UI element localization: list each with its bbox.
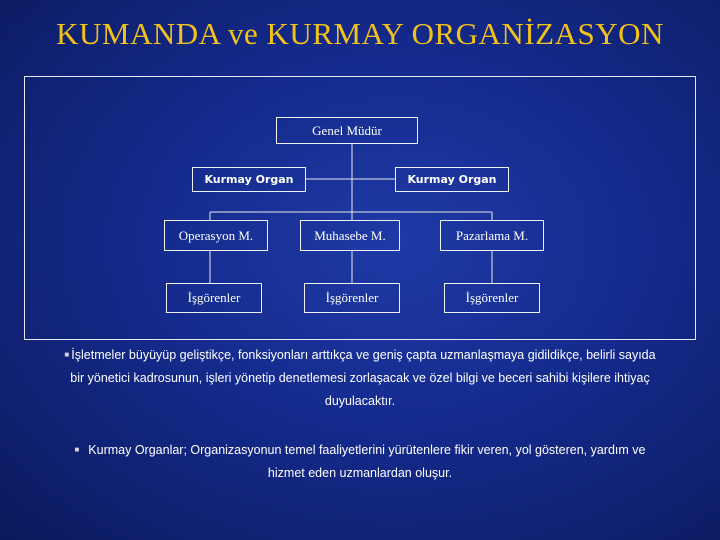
bullet-paragraph-2-line2: hizmet eden uzmanlardan oluşur. <box>267 466 453 480</box>
department-box-pazarlama: Pazarlama M. <box>440 220 544 251</box>
root-box-genel-mudur: Genel Müdür <box>276 117 418 144</box>
square-bullet-icon: ■ <box>64 350 70 359</box>
slide-title: KUMANDA ve KURMAY ORGANİZASYON <box>56 16 664 51</box>
staff-box-left: Kurmay Organ <box>192 167 306 192</box>
bullet-paragraph-1-line2: bir yönetici kadrosunun, işleri yönetip denetlemesi zorlaşacak ve özel bilgi ve beceri sahibi kişilere ihtiyaç <box>70 371 650 385</box>
bullet-paragraph-1-line3: duyulacaktır. <box>324 394 396 408</box>
department-box-muhasebe: Muhasebe M. <box>300 220 400 251</box>
bullet-paragraph-2 <box>10 438 710 485</box>
worker-box-2: İşgörenler <box>304 283 400 313</box>
bullet-paragraph-2-line1: ■ Kurmay Organlar; Organizasyonun temel faaliyetlerini yürütenlere fikir veren, yol gösteren, yardım ve <box>74 443 646 457</box>
square-bullet-icon: ■ <box>74 445 80 454</box>
department-box-operasyon: Operasyon M. <box>164 220 268 251</box>
worker-box-3: İşgörenler <box>444 283 540 313</box>
staff-box-right: Kurmay Organ <box>395 167 509 192</box>
worker-box-1: İşgörenler <box>166 283 262 313</box>
bullet-paragraph-1 <box>10 343 710 413</box>
bullet-paragraph-1-line1: ■ İşletmeler büyüyüp geliştikçe, fonksiyonları arttıkça ve geniş çapta uzmanlaşmaya gidildikçe, belirli sayıda <box>64 348 656 362</box>
